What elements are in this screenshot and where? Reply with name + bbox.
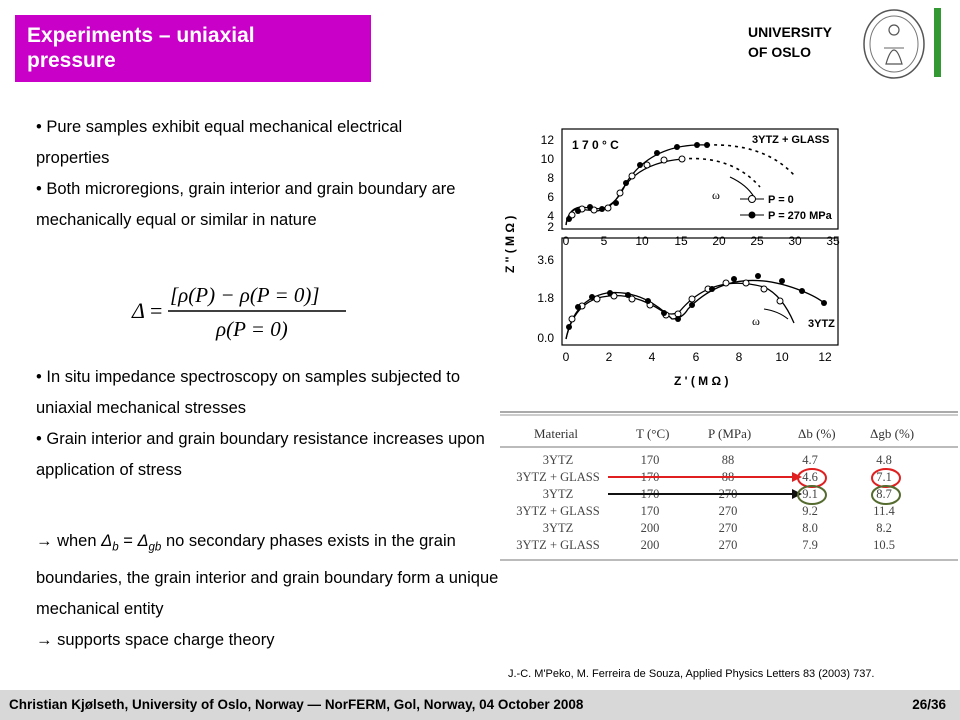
subscript-b: b xyxy=(112,541,119,554)
bottom-open-markers xyxy=(569,280,783,322)
footer-author: Christian Kjølseth, University of Oslo, Norway — NorFERM, Gol, Norway, 04 October 2008 xyxy=(9,697,584,712)
table-cell: 7.1 xyxy=(876,470,892,484)
table-header-row xyxy=(534,426,914,441)
bottom-x-tick: 6 xyxy=(692,350,700,364)
table-row xyxy=(516,538,895,552)
y-axis-label: Z '' ( M Ω ) xyxy=(503,215,517,273)
legend-marker-open xyxy=(749,196,756,203)
delta-b xyxy=(101,532,119,554)
conclusion-line-2: → supports space charge theory xyxy=(36,631,275,650)
bottom-omega-arrow xyxy=(764,309,788,319)
footer-bar xyxy=(0,690,960,720)
bullet-item: • Pure samples exhibit equal mechanical electrical properties xyxy=(36,118,403,167)
table-cell: 200 xyxy=(640,538,660,552)
delta-gb xyxy=(137,532,162,554)
formula-numerator: [ρ(P) − ρ(P = 0)] xyxy=(170,283,320,307)
table-cell: 9.2 xyxy=(802,504,818,518)
table-cell: 270 xyxy=(718,504,738,518)
table-cell: 170 xyxy=(640,487,660,501)
bottom-x-tick: 12 xyxy=(818,350,832,364)
top-x-tick: 5 xyxy=(600,234,608,248)
table-cell: 3YTZ xyxy=(542,521,574,535)
conclusion xyxy=(36,526,506,656)
table-cell: 7.9 xyxy=(802,538,818,552)
table-cell: 10.5 xyxy=(873,538,895,552)
top-y-tick: 2 xyxy=(547,220,554,234)
citation: J.-C. M'Peko, M. Ferreira de Souza, Applied Physics Letters 83 (2003) 737. xyxy=(508,668,875,680)
table-cell: 3YTZ xyxy=(542,453,574,467)
top-curve-open xyxy=(566,159,682,225)
slide-title: Experiments – uniaxial pressure xyxy=(27,24,255,72)
arrow-text: → when xyxy=(36,532,102,550)
title-box xyxy=(15,15,371,82)
header-cell: Δb (%) xyxy=(798,426,836,441)
table-cell: 8.7 xyxy=(876,487,892,501)
x-axis-label: Z ' ( M Ω ) xyxy=(674,374,729,388)
top-x-tick: 20 xyxy=(712,234,726,248)
legend-label-open: P = 0 xyxy=(768,194,794,206)
table-cell: 3YTZ + GLASS xyxy=(516,538,600,552)
top-x-tick: 25 xyxy=(750,234,764,248)
bullet-list-top xyxy=(36,112,476,236)
legend-marker-filled xyxy=(749,212,756,219)
top-sample-label: 3YTZ + GLASS xyxy=(752,134,830,146)
slide-number: 26/36 xyxy=(912,697,946,712)
accent-bar xyxy=(934,8,941,77)
table-cell: 8.2 xyxy=(876,521,892,535)
top-x-tick: 35 xyxy=(826,234,840,248)
table-cell: 88 xyxy=(721,470,735,484)
top-y-tick: 8 xyxy=(547,171,554,185)
delta-symbol: Δ xyxy=(101,532,113,550)
bottom-x-tick: 4 xyxy=(648,350,656,364)
table-cell: 170 xyxy=(640,453,660,467)
bottom-x-tick: 0 xyxy=(562,350,570,364)
header-cell: Δgb (%) xyxy=(870,426,915,441)
table-cell: 3YTZ + GLASS xyxy=(516,470,600,484)
table-cell: 170 xyxy=(640,470,660,484)
table-cell: 270 xyxy=(718,521,738,535)
table-cell: 4.7 xyxy=(802,453,818,467)
top-y-tick: 4 xyxy=(547,209,554,223)
bottom-x-tick: 8 xyxy=(735,350,743,364)
header-cell: T (°C) xyxy=(636,426,670,441)
top-x-tick: 0 xyxy=(562,234,570,248)
table-cell: 270 xyxy=(718,538,738,552)
top-x-tick: 10 xyxy=(635,234,649,248)
conclusion-rest: no secondary phases exists in the grain boundaries, the grain interior and grain boundary form a unique mechanical entity xyxy=(36,532,499,619)
table-cell: 200 xyxy=(640,521,660,535)
table-cell: 8.0 xyxy=(802,521,818,535)
top-extrapolated-filled xyxy=(707,145,794,175)
bottom-omega-label: ω xyxy=(752,314,760,328)
impedance-plot xyxy=(502,113,860,396)
bottom-y-tick: 1.8 xyxy=(537,291,554,305)
bottom-sample-label: 3YTZ xyxy=(808,318,835,330)
top-omega-label: ω xyxy=(712,188,720,202)
top-x-tick: 30 xyxy=(788,234,802,248)
bottom-x-tick: 2 xyxy=(605,350,613,364)
legend-label-filled: P = 270 MPa xyxy=(768,210,832,222)
table-cell: 9.1 xyxy=(802,487,818,501)
bullet-item: • Grain interior and grain boundary resistance increases upon application of stress xyxy=(36,430,485,479)
table-cell: 3YTZ xyxy=(542,487,574,501)
conclusion-line-1 xyxy=(36,526,506,625)
bottom-x-tick: 10 xyxy=(775,350,789,364)
header-cell: Material xyxy=(534,426,579,441)
table-cell: 88 xyxy=(721,453,735,467)
table-row xyxy=(516,504,895,518)
bottom-curve-filled xyxy=(566,280,824,339)
delta-formula xyxy=(130,278,360,342)
formula-delta: Δ xyxy=(132,298,145,323)
bullet-item: • In situ impedance spectroscopy on samples subjected to uniaxial mechanical stresses xyxy=(36,368,461,417)
formula-denominator: ρ(P = 0) xyxy=(216,317,288,341)
top-open-markers xyxy=(569,156,685,218)
table-row xyxy=(543,521,892,535)
bottom-curve-open xyxy=(566,283,794,339)
table-cell: 270 xyxy=(718,487,738,501)
bottom-y-tick: 0.0 xyxy=(537,331,554,345)
table-cell: 170 xyxy=(640,504,660,518)
bullet-list-middle xyxy=(36,362,486,486)
omega-arrow xyxy=(730,177,754,197)
table-cell: 4.8 xyxy=(876,453,892,467)
university-seal-icon xyxy=(862,8,926,80)
temperature-label: 1 7 0 ° C xyxy=(572,138,619,152)
equals-text: = xyxy=(118,532,138,550)
table-cell: 4.6 xyxy=(802,470,818,484)
results-table xyxy=(500,410,958,570)
top-x-tick: 15 xyxy=(674,234,688,248)
header-cell: P (MPa) xyxy=(708,426,752,441)
top-y-tick: 6 xyxy=(547,190,554,204)
top-y-tick: 10 xyxy=(540,152,554,166)
university-line-2: OF OSLO xyxy=(748,44,811,60)
top-y-tick: 12 xyxy=(540,133,554,147)
bottom-y-tick: 3.6 xyxy=(537,253,554,267)
formula-equals: = xyxy=(150,298,163,323)
bottom-panel-frame xyxy=(562,238,838,345)
subscript-gb: gb xyxy=(148,541,162,554)
table-cell: 3YTZ + GLASS xyxy=(516,504,600,518)
table-row xyxy=(543,453,892,467)
bullet-item: • Both microregions, grain interior and grain boundary are mechanically equal or similar in nature xyxy=(36,180,456,229)
delta-symbol: Δ xyxy=(137,532,149,550)
top-curve-filled xyxy=(566,145,707,225)
university-name xyxy=(748,22,832,62)
university-line-1: UNIVERSITY xyxy=(748,24,833,40)
table-cell: 11.4 xyxy=(873,504,895,518)
top-extrapolated-open xyxy=(682,159,760,187)
